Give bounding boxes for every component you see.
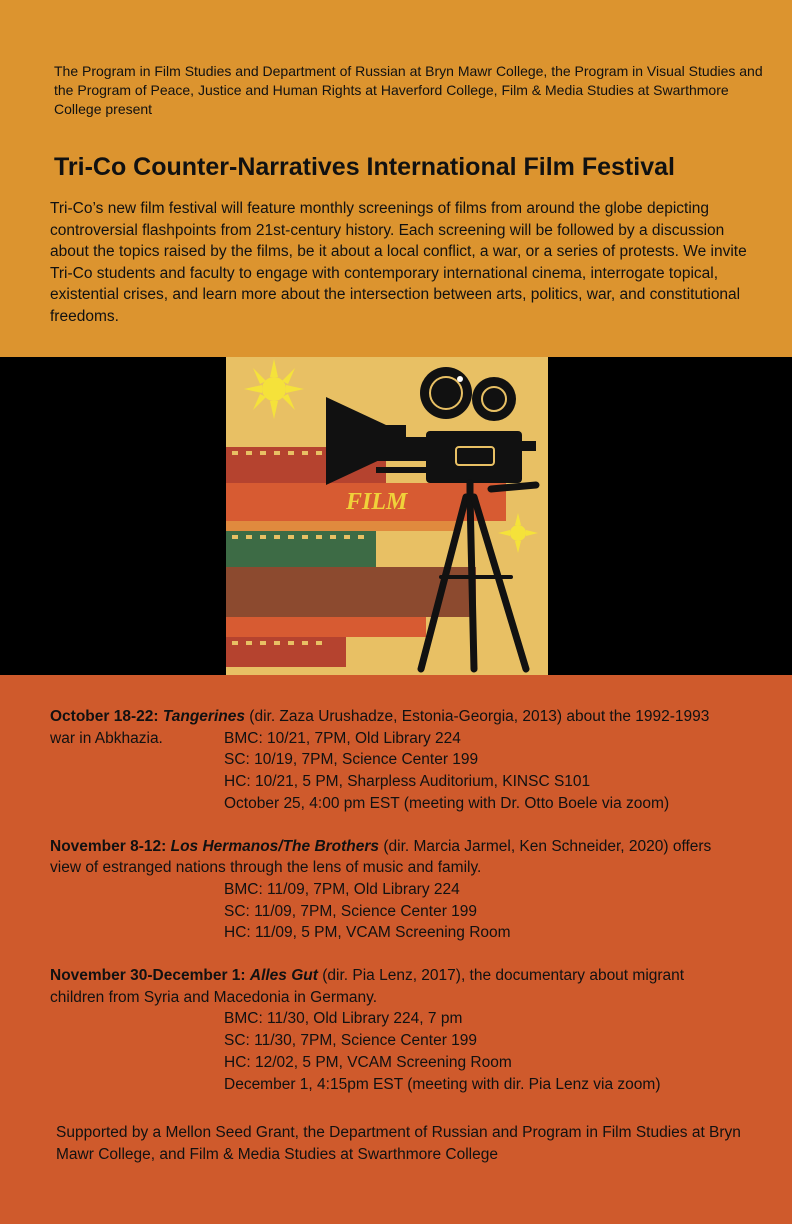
sun-icon bbox=[244, 359, 304, 419]
event-tangerines bbox=[50, 706, 760, 815]
presenters-text: The Program in Film Studies and Department of Russian at Bryn Mawr College, the Program in Visual Studies and the Program of Peace, Justice and Human Rights at Haverford College, Film & Media Studies at Swarthmore College present bbox=[54, 63, 763, 117]
top-section bbox=[0, 0, 792, 357]
schedule-line: SC: 11/09, 7PM, Science Center 199 bbox=[224, 902, 478, 920]
event-dates: November 30-December 1: bbox=[50, 967, 246, 985]
event-description: (dir. Zaza Urushadze, Estonia-Georgia, 2013) about the 1992-1993 bbox=[244, 708, 710, 725]
event-description-cont: war in Abkhazia. bbox=[50, 729, 163, 747]
schedule-line: HC: 12/02, 5 PM, VCAM Screening Room bbox=[224, 1053, 512, 1071]
schedule-line: October 25, 4:00 pm EST (meeting with Dr. Otto Boele via zoom) bbox=[224, 794, 670, 812]
event-dates: November 8-12: bbox=[50, 837, 167, 855]
schedule-line: December 1, 4:15pm EST (meeting with dir. Pia Lenz via zoom) bbox=[224, 1075, 661, 1093]
schedule-line: BMC: 11/30, Old Library 224, 7 pm bbox=[224, 1010, 463, 1028]
event-dates: October 18-22: bbox=[50, 708, 159, 725]
schedule-line: BMC: 10/21, 7PM, Old Library 224 bbox=[224, 729, 461, 747]
event-film-title: Tangerines bbox=[162, 708, 245, 725]
schedule-line: HC: 10/21, 5 PM, Sharpless Auditorium, KINSC S101 bbox=[224, 773, 591, 791]
schedule-line: SC: 11/30, 7PM, Science Center 199 bbox=[224, 1032, 478, 1050]
festival-title: Tri-Co Counter-Narratives International Film Festival bbox=[54, 153, 675, 181]
film-word: FILM bbox=[346, 489, 408, 515]
schedule-line: SC: 10/19, 7PM, Science Center 199 bbox=[224, 751, 479, 769]
film-strip bbox=[226, 521, 456, 531]
event-description-cont: children from Syria and Macedonia in Germany. bbox=[50, 988, 378, 1006]
event-description-cont: view of estranged nations through the lens of music and family. bbox=[50, 859, 482, 877]
film-strip bbox=[226, 637, 346, 667]
event-film-title: Alles Gut bbox=[249, 967, 318, 985]
sponsor-note: Supported by a Mellon Seed Grant, the Department of Russian and Program in Film Studies at Bryn Mawr College, and Film & Media Studies at Swarthmore College bbox=[56, 1124, 741, 1163]
screening-schedule bbox=[50, 706, 760, 1116]
festival-intro: Tri-Co’s new film festival will feature monthly screenings of films from around the globe depicting controversial flashpoints from 21st-century history. Each screening will be followed by a discussion about the topics raised by the films, be it about a local conflict, a war, or a series of protests. We invite Tri-Co students and faculty to engage with contemporary international cinema, interrogate topical, existential crises, and learn more about the intersection between arts, politics, war, and constitutional freedoms. bbox=[50, 200, 747, 325]
schedule-line: HC: 11/09, 5 PM, VCAM Screening Room bbox=[224, 924, 511, 942]
event-los-hermanos bbox=[50, 836, 760, 945]
event-alles-gut bbox=[50, 965, 760, 1095]
event-description: (dir. Marcia Jarmel, Ken Schneider, 2020) offers bbox=[379, 837, 712, 855]
schedule-line: BMC: 11/09, 7PM, Old Library 224 bbox=[224, 880, 460, 898]
film-strip bbox=[226, 617, 426, 637]
event-film-title: Los Hermanos/The Brothers bbox=[170, 837, 380, 855]
film-camera-illustration bbox=[226, 357, 548, 675]
event-description: (dir. Pia Lenz, 2017), the documentary about migrant bbox=[317, 967, 685, 985]
lens-flare bbox=[457, 376, 463, 382]
